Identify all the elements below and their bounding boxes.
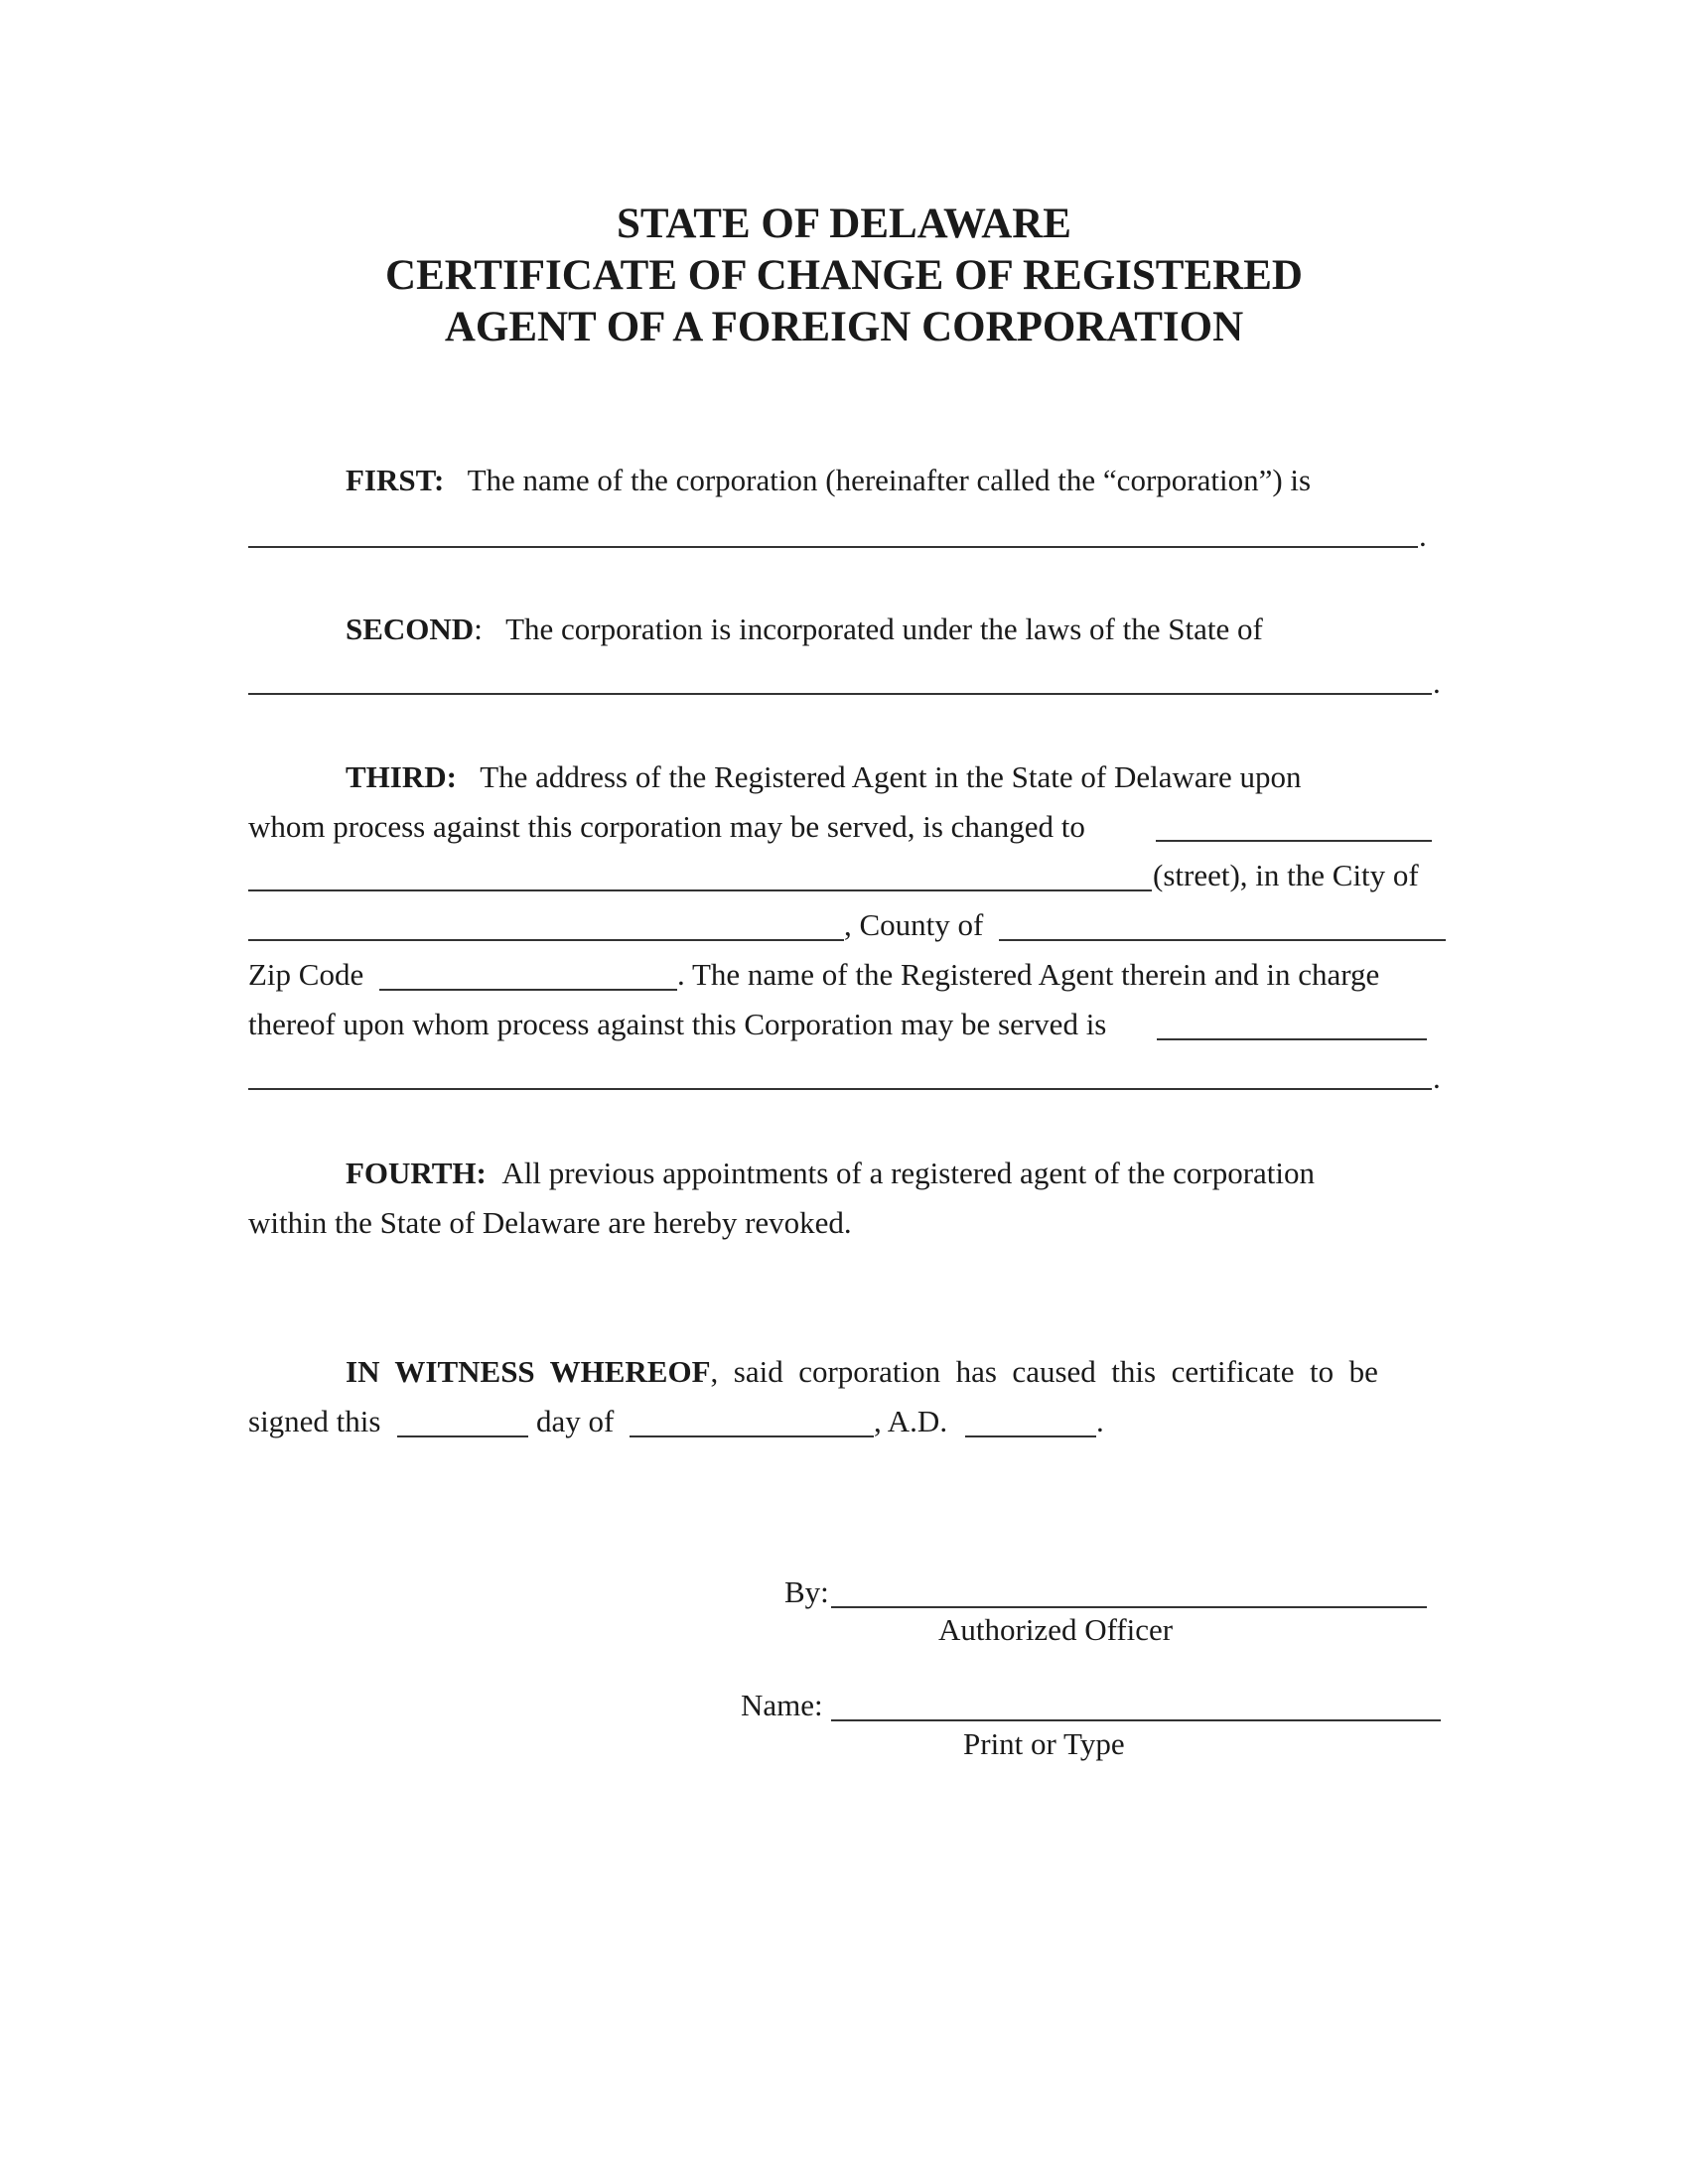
title-line-2: CERTIFICATE OF CHANGE OF REGISTERED bbox=[385, 252, 1303, 299]
second-paragraph: SECOND: The corporation is incorporated under the laws of the State of bbox=[346, 612, 1263, 646]
street-label: (street), in the City of bbox=[1153, 858, 1419, 892]
authorized-officer-caption: Authorized Officer bbox=[938, 1612, 1174, 1647]
year-field[interactable] bbox=[965, 1435, 1096, 1437]
county-label: , County of bbox=[844, 907, 984, 942]
state-of-incorporation-field[interactable] bbox=[248, 693, 1432, 695]
fourth-label: FOURTH: bbox=[346, 1156, 487, 1190]
day-field[interactable] bbox=[397, 1435, 528, 1437]
signed-this-label: signed this bbox=[248, 1404, 381, 1438]
agent-name-field-start[interactable] bbox=[1157, 1038, 1427, 1040]
third-label: THIRD: bbox=[346, 759, 457, 794]
second-text: The corporation is incorporated under the laws of the State of bbox=[505, 612, 1263, 646]
third-text-4: thereof upon whom process against this Corporation may be served is bbox=[248, 1007, 1107, 1041]
title-line-3: AGENT OF A FOREIGN CORPORATION bbox=[444, 304, 1244, 350]
witness-text-1: , said corporation has caused this certificate to be bbox=[710, 1354, 1378, 1389]
zip-code-field[interactable] bbox=[379, 989, 677, 991]
fourth-text-1: All previous appointments of a registered agent of the corporation bbox=[501, 1156, 1316, 1190]
third-line-1 bbox=[346, 759, 1301, 795]
by-label: By: bbox=[784, 1574, 829, 1609]
street-field[interactable] bbox=[248, 889, 1152, 891]
witness-label: IN WITNESS WHEREOF bbox=[346, 1354, 711, 1389]
print-or-type-caption: Print or Type bbox=[963, 1726, 1125, 1761]
title-line-1: STATE OF DELAWARE bbox=[617, 201, 1071, 247]
fourth-text-2: within the State of Delaware are hereby revoked. bbox=[248, 1205, 852, 1240]
name-label: Name: bbox=[741, 1688, 823, 1722]
third-text-1: The address of the Registered Agent in the State of Delaware upon bbox=[480, 759, 1302, 794]
county-field[interactable] bbox=[999, 939, 1446, 941]
first-label: FIRST: bbox=[346, 463, 445, 497]
witness-line-1 bbox=[346, 1354, 1378, 1390]
third-line-2: whom process against this corporation may be served, is changed to bbox=[248, 809, 1085, 844]
signature-field[interactable] bbox=[831, 1606, 1427, 1608]
second-label: SECOND bbox=[346, 612, 475, 646]
zip-label: Zip Code bbox=[248, 957, 364, 992]
fourth-line-1 bbox=[346, 1156, 1315, 1191]
day-of-label: day of bbox=[536, 1404, 615, 1438]
second-period: . bbox=[1433, 665, 1441, 700]
corporation-name-field[interactable] bbox=[248, 546, 1418, 548]
ad-label: , A.D. bbox=[874, 1404, 948, 1438]
city-field[interactable] bbox=[248, 939, 844, 941]
printed-name-field[interactable] bbox=[831, 1719, 1441, 1721]
third-text-3: . The name of the Registered Agent therein and in charge bbox=[677, 957, 1380, 992]
witness-period: . bbox=[1096, 1404, 1104, 1438]
first-text: The name of the corporation (hereinafter called the “corporation”) is bbox=[467, 463, 1312, 497]
agent-name-field[interactable] bbox=[248, 1088, 1432, 1090]
agent-address-field-start[interactable] bbox=[1156, 840, 1432, 842]
month-field[interactable] bbox=[630, 1435, 874, 1437]
first-paragraph bbox=[346, 463, 1311, 498]
third-period: . bbox=[1433, 1060, 1441, 1095]
first-period: . bbox=[1419, 518, 1427, 553]
